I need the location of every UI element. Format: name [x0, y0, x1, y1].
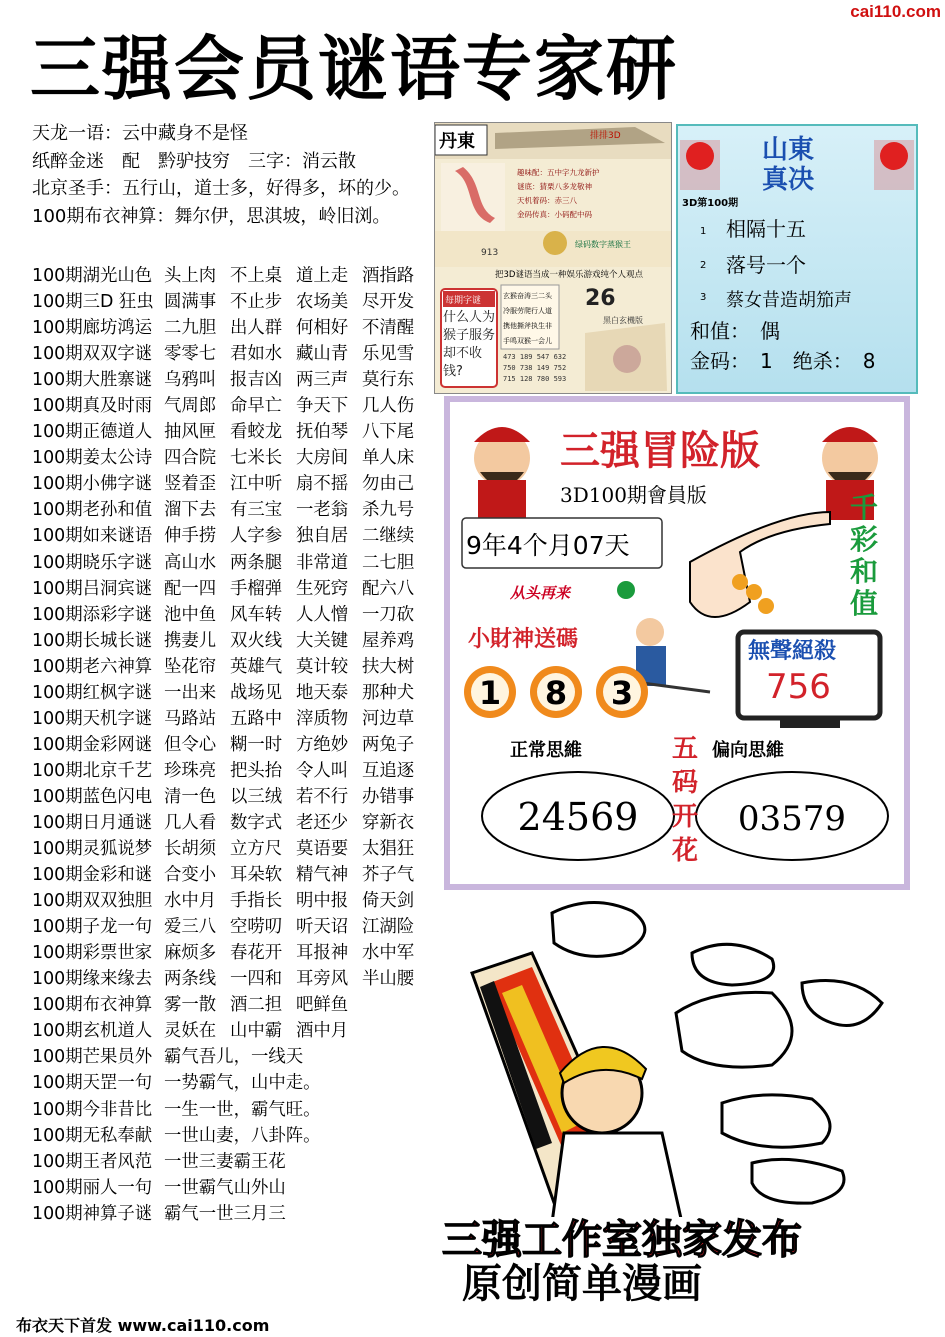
riddle-clue: 手指长 — [230, 891, 283, 912]
comic-caption: 原创简单漫画 — [462, 1260, 702, 1307]
riddle-clue: 携妻儿 — [164, 630, 217, 651]
riddle-clue: 两兔子 — [362, 734, 415, 755]
riddle-clue: 霸气一世三月三 — [164, 1203, 286, 1224]
riddle-source: 100期缘来缘去 — [32, 969, 153, 990]
riddle-clue: 风车转 — [230, 604, 283, 625]
riddle-row — [32, 810, 437, 836]
panel1-header: 丹東 — [439, 131, 475, 152]
riddle-clue: 非常道 — [296, 552, 349, 573]
fortune-god-icon — [474, 427, 530, 520]
ball-number: 3 — [610, 674, 634, 712]
riddle-clue: 莫行东 — [362, 370, 415, 391]
riddle-clue: 不止步 — [230, 292, 283, 313]
riddle-clue: 吧鲜鱼 — [296, 995, 349, 1016]
rock-icon — [722, 1095, 830, 1147]
riddle-clue: 圆满事 — [164, 292, 217, 313]
riddle-clue: 互追逐 — [362, 760, 415, 781]
riddle-source: 100期湖光山色 — [32, 266, 153, 286]
riddle-row — [32, 836, 437, 862]
riddle-clue: 立方尺 — [230, 839, 283, 860]
riddle-source: 100期子龙一句 — [32, 917, 153, 938]
riddle-clue: 君如水 — [230, 344, 283, 365]
riddle-clue: 珍珠亮 — [164, 760, 217, 781]
panel1-num: 473 189 547 632 — [503, 353, 567, 361]
riddle-source: 100期红枫字谜 — [32, 682, 153, 703]
rock-icon — [552, 902, 645, 956]
rock-icon — [802, 981, 882, 1026]
panel1-poem: 冷服劳爬行人道 — [503, 307, 552, 315]
riddle-row — [32, 419, 437, 445]
riddle-clue: 五路中 — [230, 708, 283, 729]
riddle-clue: 麻烦多 — [164, 943, 217, 964]
riddle-clue: 看蛟龙 — [230, 422, 283, 443]
riddle-source: 100期天罡一句 — [32, 1073, 153, 1094]
riddle-row — [32, 680, 437, 706]
panel1-poem: 玄猴奋涛三二头 — [503, 292, 552, 300]
riddle-clue: 一势霸气，山中走。 — [164, 1073, 321, 1094]
riddle-source: 100期正德道人 — [32, 422, 153, 443]
intro-line: 100期布衣神算：舞尔伊，思淇坡，岭旧浏。 — [32, 205, 391, 227]
panel2-title1: 山東 — [762, 135, 815, 165]
panel3-normal-num: 24569 — [517, 795, 639, 839]
riddle-clue: 乐见雪 — [362, 344, 415, 365]
riddle-clue: 以三绒 — [230, 786, 283, 807]
riddle-clue: 报吉凶 — [230, 370, 283, 391]
riddle-row — [32, 654, 437, 680]
riddle-clue: 老还少 — [296, 812, 349, 833]
riddle-row — [32, 393, 437, 419]
riddle-clue: 战场见 — [230, 682, 283, 703]
riddle-source: 100期神算子谜 — [32, 1203, 153, 1224]
riddle-clue: 江湖险 — [362, 917, 415, 938]
riddle-row — [32, 576, 437, 602]
riddle-clue: 农场美 — [296, 292, 349, 313]
riddle-clue: 一世三妻霸王花 — [164, 1151, 286, 1172]
riddle-row — [32, 732, 437, 758]
rock-icon — [752, 1159, 844, 1203]
riddle-clue: 那种犬 — [362, 682, 415, 703]
riddle-clue: 耳旁风 — [296, 969, 349, 990]
riddle-clue: 雾一散 — [164, 995, 217, 1016]
riddle-clue: 扶大树 — [362, 656, 415, 677]
riddle-clue: 酒二担 — [230, 995, 283, 1016]
riddle-clue: 数字式 — [230, 812, 283, 833]
riddle-row — [32, 1175, 437, 1201]
riddle-clue: 不清醒 — [362, 318, 415, 339]
riddle-clue: 乌鸦叫 — [164, 370, 217, 391]
riddle-source: 100期彩票世家 — [32, 943, 153, 964]
riddle-clue: 勿由己 — [362, 474, 415, 495]
riddle-clue: 伸手捞 — [164, 526, 217, 547]
riddle-clue: 水中军 — [362, 943, 415, 964]
riddle-clue: 太猖狂 — [362, 839, 415, 860]
riddle-clue: 气周郎 — [164, 396, 217, 417]
riddle-clue: 空唠叨 — [230, 917, 283, 938]
riddle-clue: 生死窍 — [296, 578, 349, 599]
riddle-clue: 春花开 — [230, 943, 283, 964]
riddle-clue: 何相好 — [296, 318, 349, 339]
panel3-kill-title: 無聲絕殺 — [748, 638, 837, 664]
riddle-source: 100期如来谜语 — [32, 526, 153, 547]
riddle-row — [32, 550, 437, 576]
riddle-row — [32, 263, 437, 289]
riddle-clue: 配六八 — [362, 578, 415, 599]
rock-icon — [692, 944, 774, 985]
intro-line: 天龙一语：云中藏身不是怪 — [32, 123, 248, 144]
riddle-source: 100期长城长谜 — [32, 630, 153, 651]
panel1-num: 715 128 780 593 — [503, 375, 567, 383]
riddle-source: 100期老孙和值 — [32, 500, 153, 521]
riddle-source: 100期吕洞宾谜 — [32, 578, 153, 599]
intro-line: 北京圣手：五行山，道士多，好得多，坏的少。 — [32, 178, 410, 199]
panel1-line: 谜底：猜栗八多龙敬神 — [517, 182, 592, 191]
riddle-clue: 几人看 — [164, 812, 217, 833]
riddle-source: 100期大胜寨谜 — [32, 370, 153, 391]
panel1-slogan: 把3D谜语当成一种娱乐游戏纯个人观点 — [495, 270, 643, 280]
riddle-source: 100期蓝色闪电 — [32, 786, 153, 807]
riddle-clue: 芥子气 — [362, 865, 415, 886]
riddle-clue: 一老翁 — [296, 500, 349, 521]
riddle-clue: 一四和 — [230, 969, 283, 990]
adventure-panel — [444, 396, 910, 890]
panel1-number: 26 — [585, 286, 616, 311]
riddle-row — [32, 1097, 437, 1123]
riddle-clue: 合变小 — [164, 865, 217, 886]
riddle-clue: 莫语要 — [296, 839, 349, 860]
panel1-poem: 携他撕斧执生非 — [503, 322, 552, 330]
riddle-row — [32, 784, 437, 810]
riddle-clue: 半山腰 — [362, 969, 415, 990]
riddle-source: 100期双双独胆 — [32, 891, 153, 912]
panel1-badge: 排排3D — [590, 131, 621, 141]
svg-text:3: 3 — [700, 292, 707, 303]
riddle-source: 100期老六神算 — [32, 656, 153, 677]
riddle-clue: 清一色 — [164, 786, 217, 807]
riddle-clue: 办错事 — [362, 786, 415, 807]
riddle-source: 100期日月通谜 — [32, 812, 153, 833]
riddle-clue: 手榴弹 — [230, 578, 283, 599]
panel3-countdown: 9年4个月07天 — [466, 531, 630, 560]
adventure-art — [450, 402, 904, 884]
riddle-clue: 屋养鸡 — [362, 630, 415, 651]
riddle-clue: 四合院 — [164, 448, 217, 469]
riddle-source: 100期晓乐字谜 — [32, 552, 153, 573]
riddle-clue: 扇不摇 — [296, 474, 349, 495]
shandong-art — [678, 126, 916, 392]
riddle-clue: 单人床 — [362, 448, 415, 469]
panel1-poem: 手鸣双猴一会儿 — [503, 337, 552, 345]
riddle-row — [32, 471, 437, 497]
rock-icon — [676, 992, 792, 1067]
riddle-source: 100期姜太公诗 — [32, 448, 153, 469]
riddle-clue: 若不行 — [296, 786, 349, 807]
riddle-list — [32, 263, 437, 1227]
riddle-clue: 杀九号 — [362, 500, 415, 521]
panel2-item: 相隔十五 — [726, 217, 806, 241]
riddle-clue: 几人伤 — [362, 396, 415, 417]
riddle-source: 100期灵狐说梦 — [32, 839, 153, 860]
riddle-row — [32, 1201, 437, 1227]
ball-number: 1 — [478, 674, 502, 712]
riddle-clue: 一生一世，霸气旺。 — [164, 1099, 321, 1120]
riddle-row — [32, 628, 437, 654]
footer-text: 布衣天下首发 www.cai110.com — [16, 1316, 270, 1335]
panel3-subtitle: 3D100期會員版 — [560, 483, 707, 507]
site-logo-text: cai110.com — [850, 2, 941, 21]
riddle-clue: 江中听 — [230, 474, 283, 495]
riddle-clue: 一刀砍 — [362, 604, 415, 625]
riddle-row — [32, 341, 437, 367]
riddle-clue: 倚天剑 — [362, 891, 415, 912]
panel3-bias-title: 偏向思維 — [712, 740, 784, 761]
riddle-clue: 糊一时 — [230, 734, 283, 755]
riddle-clue: 但令心 — [164, 734, 217, 755]
riddle-clue: 马路站 — [164, 708, 217, 729]
riddle-clue: 有三宝 — [230, 500, 283, 521]
intro-block — [32, 120, 437, 230]
riddle-source: 100期布衣神算 — [32, 995, 153, 1016]
riddle-clue: 七米长 — [230, 448, 283, 469]
riddle-clue: 令人叫 — [296, 760, 349, 781]
riddle-row — [32, 315, 437, 341]
shandong-panel — [676, 124, 918, 394]
riddle-source: 100期小佛字谜 — [32, 474, 153, 495]
riddle-clue: 高山水 — [164, 552, 217, 573]
panel2-jinma: 金码： 1 绝杀： 8 — [690, 349, 876, 373]
riddle-clue: 头上肉 — [164, 266, 217, 286]
riddle-clue: 听天诏 — [296, 917, 349, 938]
riddle-clue: 双火线 — [230, 630, 283, 651]
riddle-clue: 溜下去 — [164, 500, 217, 521]
riddle-clue: 人字参 — [230, 526, 283, 547]
riddle-clue: 竖着歪 — [164, 474, 217, 495]
riddle-source: 100期丽人一句 — [32, 1177, 153, 1198]
panel2-item: 蔡女昔造胡笳声 — [726, 290, 852, 311]
panel2-issue: 3D第100期 — [682, 198, 739, 209]
riddle-clue: 两条线 — [164, 969, 217, 990]
riddle-clue: 穿新衣 — [362, 812, 415, 833]
riddle-clue: 一世霸气山外山 — [164, 1177, 286, 1198]
riddle-row — [32, 445, 437, 471]
panel1-line: 趣味配：五中字九龙新护 — [517, 168, 600, 177]
riddle-source: 100期金彩和谜 — [32, 865, 153, 886]
riddle-clue: 两条腿 — [230, 552, 283, 573]
riddle-source: 100期天机字谜 — [32, 708, 153, 729]
riddle-source: 100期双双字谜 — [32, 344, 153, 365]
riddle-row — [32, 706, 437, 732]
riddle-source: 100期添彩字谜 — [32, 604, 153, 625]
riddle-source: 100期今非昔比 — [32, 1099, 153, 1120]
riddle-clue: 水中月 — [164, 891, 217, 912]
riddle-row — [32, 966, 437, 992]
dandong-panel — [434, 122, 672, 394]
panel1-tag: 黑白玄機版 — [603, 316, 643, 325]
riddle-clue: 两三声 — [296, 370, 349, 391]
riddle-clue: 坠花帘 — [164, 656, 217, 677]
riddle-clue: 八下尾 — [362, 422, 415, 443]
riddle-clue: 抚伯琴 — [296, 422, 349, 443]
riddle-clue: 出人群 — [230, 318, 283, 339]
riddle-clue: 明中报 — [296, 891, 349, 912]
riddle-clue: 藏山青 — [296, 344, 349, 365]
riddle-row — [32, 602, 437, 628]
comic-banner: 三强工作室独家发布 — [442, 1216, 802, 1263]
riddle-source: 100期真及时雨 — [32, 396, 153, 417]
sparkle-icon — [617, 581, 635, 599]
ball-number: 8 — [544, 674, 568, 712]
riddle-source: 100期玄机道人 — [32, 1021, 153, 1042]
riddle-clue: 莫计较 — [296, 656, 349, 677]
riddle-clue: 把头抬 — [230, 760, 283, 781]
riddle-row — [32, 1123, 437, 1149]
panel2-item: 落号一个 — [726, 253, 806, 277]
riddle-source: 100期北京千艺 — [32, 760, 153, 781]
dandong-art — [435, 123, 672, 394]
riddle-clue: 河边草 — [362, 708, 415, 729]
riddle-row — [32, 862, 437, 888]
riddle-clue: 酒中月 — [296, 1021, 349, 1042]
riddle-clue: 山中霸 — [230, 1021, 283, 1042]
riddle-clue: 抽风匣 — [164, 422, 217, 443]
riddle-clue: 一出来 — [164, 682, 217, 703]
svg-text:1: 1 — [700, 226, 707, 237]
riddle-row — [32, 523, 437, 549]
riddle-source: 100期芒果员外 — [32, 1047, 153, 1068]
riddle-row — [32, 1044, 437, 1070]
riddle-clue: 地天泰 — [296, 682, 349, 703]
riddle-clue: 池中鱼 — [164, 604, 217, 625]
riddle-clue: 二七胆 — [362, 552, 415, 573]
riddle-source: 100期无私奉献 — [32, 1125, 153, 1146]
riddle-clue: 二继续 — [362, 526, 415, 547]
riddle-row — [32, 367, 437, 393]
panel3-center: 五码开花 — [672, 734, 699, 866]
panel1-line: 金码传真：小码配中码 — [517, 210, 592, 219]
panel3-caishen: 小財神送碼 — [468, 626, 579, 652]
comic-panel — [432, 893, 920, 1313]
panel1-box-text: 什么人为猴子服务却不收钱? — [443, 310, 495, 379]
riddle-clue: 大关键 — [296, 630, 349, 651]
riddle-clue: 长胡须 — [164, 839, 217, 860]
riddle-row — [32, 758, 437, 784]
riddle-clue: 独自居 — [296, 526, 349, 547]
riddle-clue: 英雄气 — [230, 656, 283, 677]
riddle-clue: 耳报神 — [296, 943, 349, 964]
riddle-row — [32, 914, 437, 940]
riddle-source: 100期王者风范 — [32, 1151, 153, 1172]
riddle-clue: 灵妖在 — [164, 1021, 217, 1042]
riddle-clue: 大房间 — [296, 448, 349, 469]
page-title: 三强会员谜语专家研 — [30, 30, 678, 107]
riddle-source: 100期金彩网谜 — [32, 734, 153, 755]
panel1-sub: 913 — [481, 248, 499, 258]
panel3-kill-num: 756 — [766, 667, 831, 707]
riddle-clue: 滓质物 — [296, 708, 349, 729]
riddle-clue: 尽开发 — [362, 292, 415, 313]
riddle-source: 100期廊坊鸿运 — [32, 318, 153, 339]
riddle-clue: 爱三八 — [164, 917, 217, 938]
riddle-clue: 霸气吾儿，一线天 — [164, 1047, 304, 1068]
panel1-num: 750 738 149 752 — [503, 364, 567, 372]
riddle-clue: 命早亡 — [230, 396, 283, 417]
riddle-row — [32, 289, 437, 315]
riddle-clue: 耳朵软 — [230, 865, 283, 886]
riddle-row — [32, 940, 437, 966]
riddle-source: 100期三D 狂虫 — [32, 292, 154, 313]
panel2-title2: 真决 — [762, 165, 815, 195]
svg-text:2: 2 — [700, 260, 707, 271]
riddle-clue: 精气神 — [296, 865, 349, 886]
riddle-clue: 不上桌 — [230, 266, 283, 286]
comic-art — [432, 893, 920, 1313]
panel3-normal-title: 正常思維 — [510, 740, 582, 761]
panel3-side: 千彩和值 — [850, 492, 879, 620]
panel3-restart: 从头再来 — [510, 584, 571, 602]
riddle-row — [32, 1149, 437, 1175]
riddle-row — [32, 1018, 437, 1044]
panel3-title: 三强冒险版 — [560, 427, 760, 474]
riddle-clue: 方绝妙 — [296, 734, 349, 755]
riddle-row — [32, 888, 437, 914]
riddle-clue: 一世山妻，八卦阵。 — [164, 1125, 321, 1146]
panel1-line: 天机着码：赤三八 — [517, 196, 577, 205]
panel1-box-title: 每期字谜 — [445, 296, 482, 306]
riddle-clue: 二九胆 — [164, 318, 217, 339]
panel3-bias-num: 03579 — [737, 799, 847, 839]
riddle-row — [32, 992, 437, 1018]
panel2-hezhi: 和值： 偶 — [690, 319, 780, 343]
riddle-clue: 零零七 — [164, 344, 217, 365]
riddle-clue: 争天下 — [296, 396, 349, 417]
riddle-clue: 配一四 — [164, 578, 217, 599]
panel1-green: 绿码数字蒸猴王 — [575, 240, 631, 249]
riddle-row — [32, 497, 437, 523]
riddle-clue: 人人憎 — [296, 604, 349, 625]
riddle-row — [32, 1070, 437, 1096]
riddle-clue: 道上走 — [296, 266, 349, 286]
riddle-clue: 酒指路 — [362, 266, 415, 286]
intro-line: 纸醉金迷 配 黔驴技穷 三字：消云散 — [32, 150, 356, 172]
